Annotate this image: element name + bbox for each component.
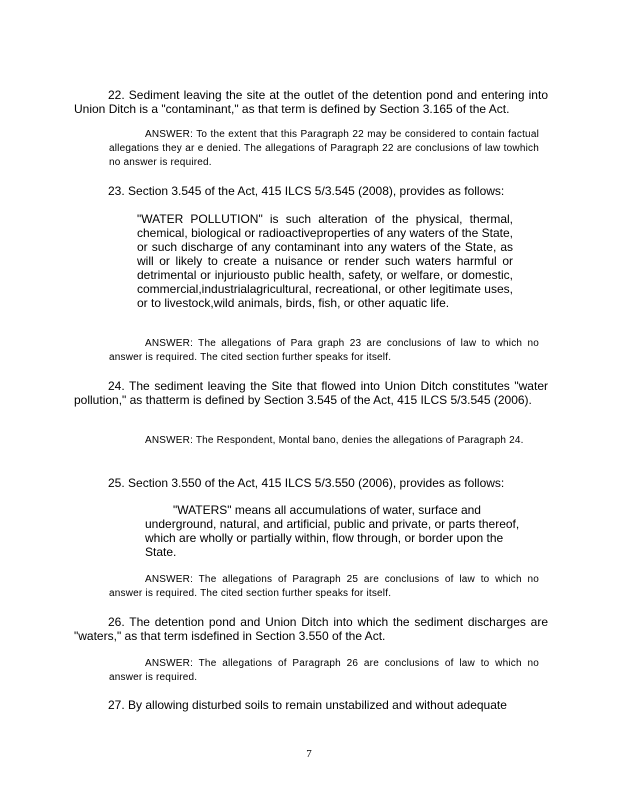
answer-22: ANSWER: To the extent that this Paragraph 22 may be considered to contain factual allegations they ar e denied. The allegations of Paragraph 22 are conclusions of law towhich no answer is required. (109, 129, 539, 168)
paragraph-25: 25. Section 3.550 of the Act, 415 ILCS 5/3.550 (2006), provides as follows: (108, 476, 505, 490)
paragraph-22: 22. Sediment leaving the site at the outlet of the detention pond and entering into Union Ditch is a "contaminant," as that term is defined by Section 3.165 of the Act. (74, 88, 548, 116)
answer-26: ANSWER: The allegations of Paragraph 26 are conclusions of law to which no answer is required. (109, 658, 539, 683)
quote-waters: "WATERS" means all accumulations of water, surface and underground, natural, and artificial, public and private, or parts thereof, which are wholly or partially within, flow through, or border upon the State. (145, 503, 520, 559)
paragraph-27: 27. By allowing disturbed soils to remain unstabilized and without adequate (108, 698, 507, 712)
paragraph-23: 23. Section 3.545 of the Act, 415 ILCS 5/3.545 (2008), provides as follows: (108, 184, 505, 198)
answer-23: ANSWER: The allegations of Para graph 23 are conclusions of law to which no answer is required. The cited section further speaks for itself. (109, 338, 539, 363)
page-number: 7 (306, 748, 312, 760)
paragraph-24: 24. The sediment leaving the Site that flowed into Union Ditch constitutes "water pollution," as thatterm is defined by Section 3.545 of the Act, 415 ILCS 5/3.545 (2006). (74, 379, 548, 407)
answer-25: ANSWER: The allegations of Paragraph 25 are conclusions of law to which no answer is required. The cited section further speaks for itself. (109, 574, 539, 599)
paragraph-26: 26. The detention pond and Union Ditch into which the sediment discharges are "waters," as that term isdefined in Section 3.550 of the Act. (74, 615, 548, 643)
answer-24: ANSWER: The Respondent, Montal bano, denies the allegations of Paragraph 24. (145, 435, 524, 446)
quote-water-pollution: "WATER POLLUTION" is such alteration of the physical, thermal, chemical, biological or radioactiveproperties of any waters of the State, or such discharge of any contaminant into any waters of the State, as will or likely to create a nuisance or render such waters harmful or detrimental or injuriousto public health, safety, or welfare, or domestic, commercial,industrialagricultural, recreational, or other legitimate uses, or to livestock,wild animals, birds, fish, or other aquatic life. (137, 212, 513, 310)
